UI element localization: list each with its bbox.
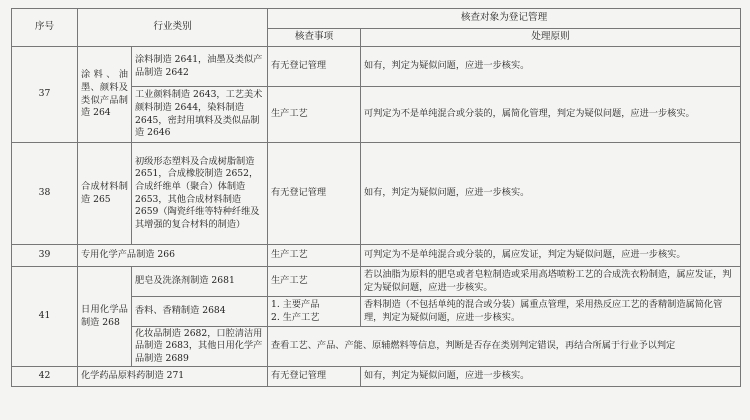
table-row	[12, 47, 741, 87]
row-rule: 若以油脂为原料的肥皂或者皂粒制造或采用高塔喷粉工艺的合成洗衣粉制造，属应发证，判定为疑似问题，应进一步核实。	[361, 267, 741, 297]
check-item-line: 有无登记管理	[271, 187, 327, 199]
header-group: 核查对象为登记管理	[268, 9, 741, 29]
row-subcategory: 香料、香精制造 2684	[132, 297, 268, 327]
row-check-item	[268, 367, 361, 387]
row-rule: 可判定为不是单纯混合或分装的，属应发证，判定为疑似问题，应进一步核实。	[361, 245, 741, 267]
row-check-item	[268, 47, 361, 87]
row-rule: 如有，判定为疑似问题，应进一步核实。	[361, 367, 741, 387]
row-seq: 37	[12, 47, 78, 143]
row-subcategory: 涂料制造 2641，油墨及类似产品制造 2642	[132, 47, 268, 87]
row-seq: 41	[12, 267, 78, 367]
row-category: 合成材料制造 265	[78, 143, 132, 245]
check-item-line: 有无登记管理	[271, 370, 327, 382]
table-row	[12, 367, 741, 387]
check-item-line: 有无登记管理	[271, 60, 327, 72]
row-rule: 可判定为不是单纯混合或分装的，属简化管理，判定为疑似问题，应进一步核实。	[361, 87, 741, 143]
table-row	[12, 143, 741, 245]
row-subcategory: 工业颜料制造 2643，工艺美术颜料制造 2644，染料制造 2645，密封用填料及类似品制造 2646	[132, 87, 268, 143]
row-rule: 香料制造（不包括单纯的混合或分装）属重点管理，采用热反应工艺的香精制造属简化管理，判定为疑似问题，应进一步核实。	[361, 297, 741, 327]
row-check-item	[268, 245, 361, 267]
check-item-line: 生产工艺	[271, 275, 308, 287]
check-item-line: 1. 主要产品	[271, 298, 320, 310]
row-seq: 42	[12, 367, 78, 387]
header-seq: 序号	[12, 9, 78, 47]
row-check-item	[268, 327, 741, 367]
row-seq: 38	[12, 143, 78, 245]
row-check-item	[268, 143, 361, 245]
row-check-item	[268, 297, 361, 327]
row-rule: 如有，判定为疑似问题，应进一步核实。	[361, 47, 741, 87]
header-item: 核查事项	[268, 29, 361, 47]
header-rule: 处理原则	[361, 29, 741, 47]
row-check-item	[268, 87, 361, 143]
check-item-line: 生产工艺	[271, 249, 308, 261]
row-category: 化学药品原料药制造 271	[78, 367, 268, 387]
row-subcategory: 初级形态塑料及合成树脂制造 2651，合成橡胶制造 2652，合成纤维单（聚合）体制造 2653，其他合成材料制造 2659（陶瓷纤维等特种纤维及其增强的复合材料的制造）	[132, 143, 268, 245]
check-item-line: 生产工艺	[271, 108, 308, 120]
row-subcategory: 肥皂及洗涤剂制造 2681	[132, 267, 268, 297]
row-seq: 39	[12, 245, 78, 267]
row-subcategory: 化妆品制造 2682，口腔清洁用品制造 2683，其他日用化学产品制造 2689	[132, 327, 268, 367]
table-row	[12, 245, 741, 267]
row-category: 日用化学品制造 268	[78, 267, 132, 367]
header-category: 行业类别	[78, 9, 268, 47]
row-category: 专用化学产品制造 266	[78, 245, 268, 267]
row-category: 涂料、油墨、颜料及类似产品制造 264	[78, 47, 132, 143]
registration-table	[11, 8, 741, 387]
table-row	[12, 267, 741, 297]
check-item-line: 查看工艺、产品、产能、原辅燃料等信息，判断是否存在类别判定错误，再结合所属于行业予以判定	[271, 340, 676, 352]
check-item-line: 2. 生产工艺	[271, 311, 320, 323]
row-check-item	[268, 267, 361, 297]
row-rule: 如有，判定为疑似问题，应进一步核实。	[361, 143, 741, 245]
